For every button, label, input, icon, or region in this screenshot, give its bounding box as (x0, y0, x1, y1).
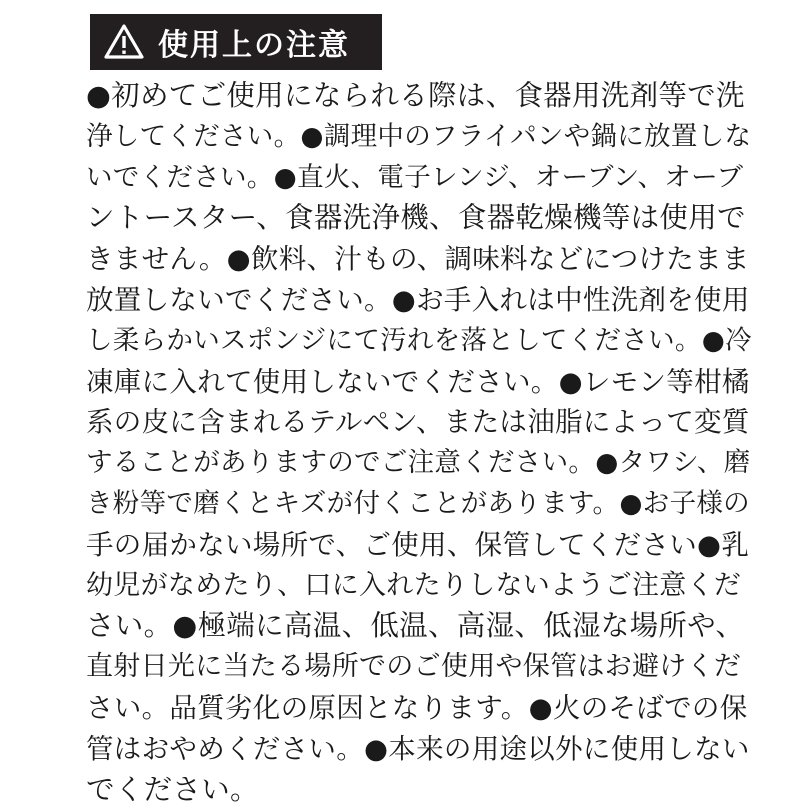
notice-line: さい。品質劣化の原因となります。●火のそばでの保 (86, 691, 748, 724)
notice-line: 凍庫に入れて使用しないでください。●レモン等柑橘 (86, 365, 750, 398)
notice-body (86, 76, 752, 810)
warning-icon (104, 24, 144, 60)
notice-line: き粉等で磨くとキズが付くことがあります。●お子様の (86, 487, 750, 519)
notice-line: でください。 (86, 772, 259, 806)
notice-line: し柔らかいスポンジにて汚れを落としてください。●冷 (86, 324, 752, 356)
notice-line: 放置しないでください。●お手入れは中性洗剤を使用 (86, 283, 750, 316)
notice-header (90, 14, 382, 70)
notice-line: ントースター、食器洗浄機、食器乾燥機等は使用で (86, 201, 746, 235)
notice-line: することがありますのでご注意ください。●タワシ、磨 (86, 447, 751, 479)
notice-title: 使用上の注意 (158, 28, 350, 63)
notice-line: 手の届かない場所で、ご使用、保管してください●乳 (86, 528, 750, 561)
notice-line: 系の皮に含まれるテルペン、または油脂によって変質 (86, 406, 750, 439)
notice-line: 幼児がなめたり、口に入れたりしないようご注意くだ (86, 569, 742, 601)
notice-line: 浄してください。●調理中のフライパンや鍋に放置しな (86, 120, 752, 152)
notice-line: 直射日光に当たる場所でのご使用や保管はお避けくだ (86, 651, 742, 683)
notice-line: 管はおやめください。●本来の用途以外に使用しない (86, 732, 750, 765)
notice-line: いでください。●直火、電子レンジ、オーブン、オーブ (86, 161, 744, 193)
notice-line: さい。●極端に高温、低温、高湿、低湿な場所や、 (86, 609, 745, 643)
notice-line: きません。●飲料、汁もの、調味料などにつけたまま (86, 243, 750, 276)
notice-line: ●初めてご使用になられる際は、食器用洗剤等で洗 (86, 79, 745, 112)
